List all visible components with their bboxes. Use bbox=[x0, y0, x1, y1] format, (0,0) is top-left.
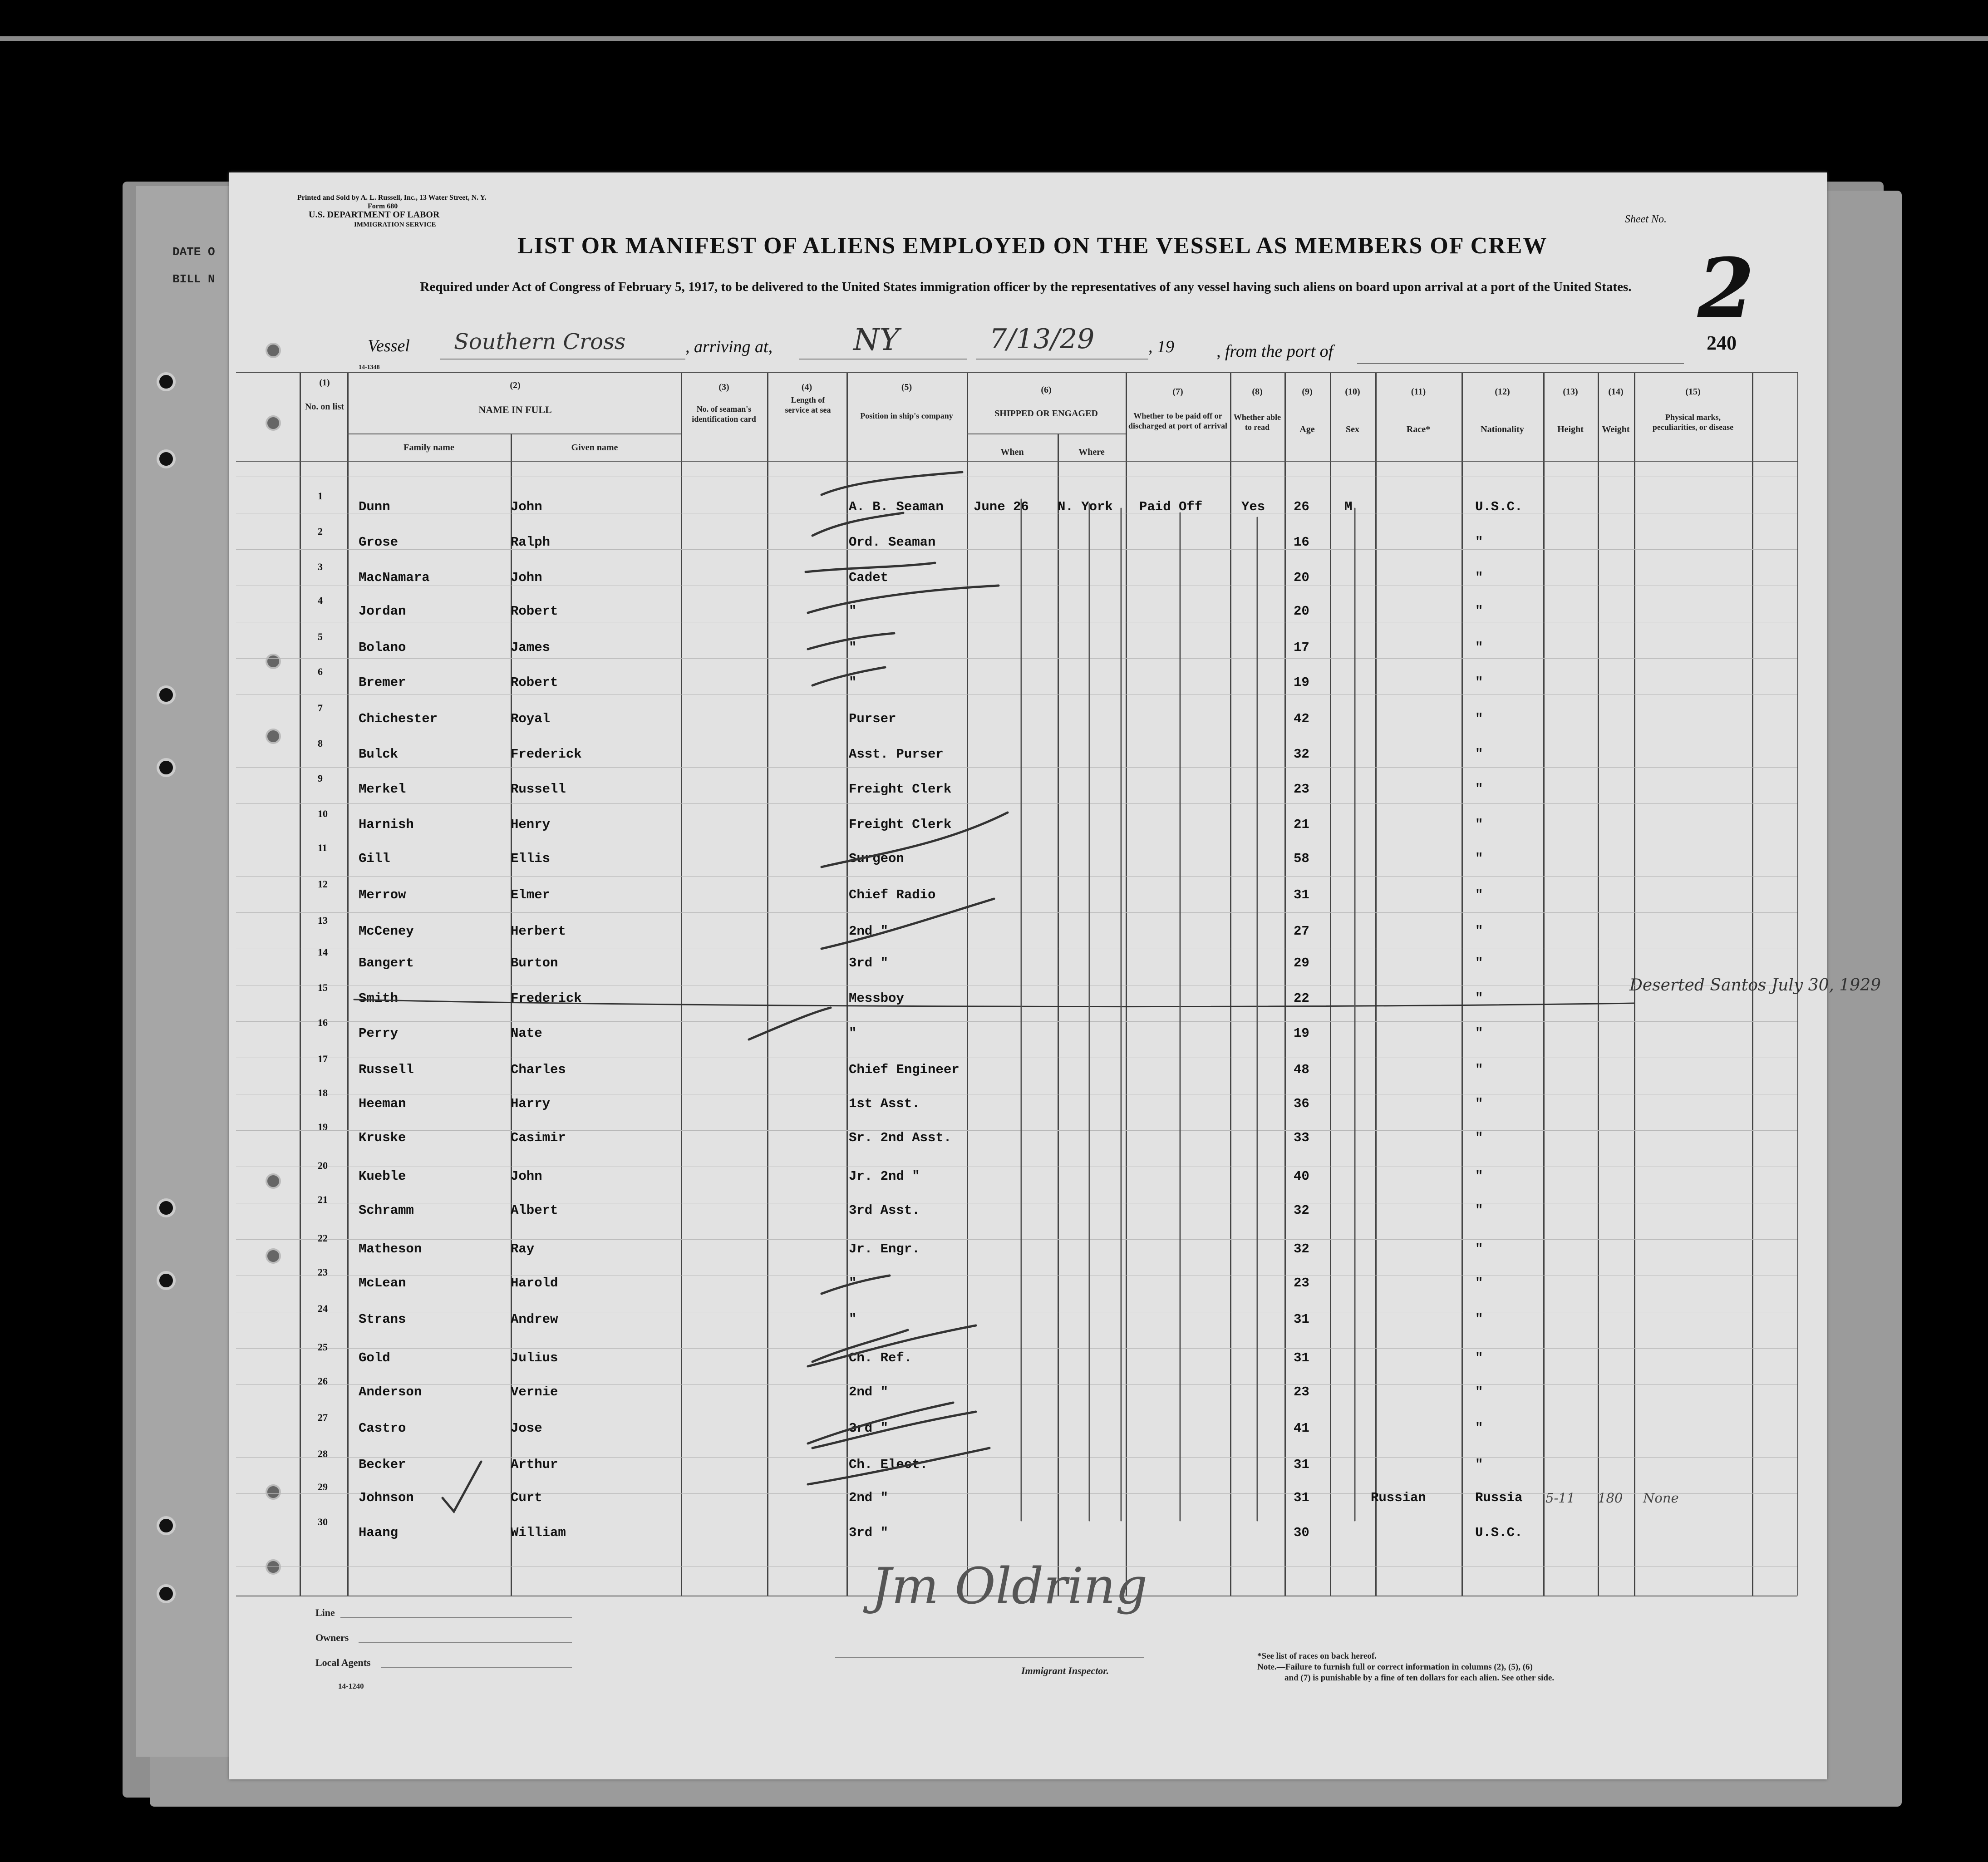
cell-position: Jr. 2nd " bbox=[849, 1169, 920, 1184]
cell-nationality: " bbox=[1475, 1384, 1483, 1399]
col3-header: No. of seaman's identification card bbox=[692, 404, 756, 424]
col12-number: (12) bbox=[1495, 387, 1510, 397]
cell-row-number: 19 bbox=[318, 1121, 328, 1133]
cell-nationality: " bbox=[1475, 570, 1483, 585]
cell-given-name: Arthur bbox=[511, 1457, 558, 1472]
cell-family-name: Chichester bbox=[359, 711, 438, 726]
col11-header: Race* bbox=[1406, 424, 1431, 434]
cell-family-name: Heeman bbox=[359, 1096, 406, 1111]
cell-nationality: " bbox=[1475, 817, 1483, 832]
cell-nationality: " bbox=[1475, 675, 1483, 690]
strike-through-line bbox=[354, 1000, 1634, 1007]
cell-nationality: " bbox=[1475, 711, 1483, 726]
sheet-no-label: Sheet No. bbox=[1625, 213, 1667, 225]
cell-age: 41 bbox=[1294, 1421, 1309, 1436]
cell-position: 1st Asst. bbox=[849, 1096, 920, 1111]
ditto-column-line bbox=[1021, 499, 1355, 1521]
cell-row-number: 26 bbox=[318, 1375, 328, 1387]
owners-label: Owners bbox=[315, 1632, 349, 1643]
cell-nationality: " bbox=[1475, 887, 1483, 902]
cell-row-number: 3 bbox=[318, 561, 323, 572]
cell-position: " bbox=[849, 675, 857, 690]
page-title: LIST OR MANIFEST OF ALIENS EMPLOYED ON THE VESSEL AS MEMBERS OF CREW bbox=[517, 233, 1548, 259]
col14-number: (14) bbox=[1608, 387, 1624, 397]
cell-family-name: Strans bbox=[359, 1312, 406, 1327]
cell-family-name: Russell bbox=[359, 1062, 414, 1077]
cell-row-number: 4 bbox=[318, 595, 323, 606]
cell-row-number: 9 bbox=[318, 773, 323, 784]
col9-header: Age bbox=[1299, 424, 1315, 434]
cell-row-number: 5 bbox=[318, 631, 323, 642]
cell-family-name: McLean bbox=[359, 1276, 406, 1291]
check-mark-icon bbox=[822, 1276, 890, 1294]
cell-row-number: 15 bbox=[318, 982, 328, 993]
cell-family-name: Bolano bbox=[359, 640, 406, 655]
cell-nationality: " bbox=[1475, 1169, 1483, 1184]
page-subtitle: Required under Act of Congress of February 5, 1917, to be delivered to the United States immigration officer by the representatives of any vessel having such aliens on board upon arrival at a port of the United States. bbox=[420, 280, 1632, 294]
page-number: 240 bbox=[1707, 332, 1737, 354]
cell-family-name: Bulck bbox=[359, 747, 399, 762]
cell-family-name: Gill bbox=[359, 851, 390, 866]
cell-nationality: " bbox=[1475, 1241, 1483, 1256]
cell-shipped-where: N. York bbox=[1058, 499, 1113, 514]
cell-nationality: " bbox=[1475, 1276, 1483, 1291]
cell-family-name: Bangert bbox=[359, 956, 414, 970]
cell-position: Asst. Purser bbox=[849, 747, 944, 762]
fine-note-2: and (7) is punishable by a fine of ten dollars for each alien. See other side. bbox=[1284, 1673, 1555, 1683]
check-mark-icon bbox=[808, 1403, 953, 1443]
cell-row-number: 12 bbox=[318, 878, 328, 890]
cell-paid-off: Paid Off bbox=[1139, 499, 1203, 514]
cell-given-name: Royal bbox=[511, 711, 551, 726]
cell-family-name: MacNamara bbox=[359, 570, 430, 585]
cell-nationality: " bbox=[1475, 1203, 1483, 1218]
strip-date-label: DATE O bbox=[172, 245, 215, 259]
cell-given-name: Ray bbox=[511, 1241, 535, 1256]
inspector-label: Immigrant Inspector. bbox=[1021, 1665, 1109, 1676]
check-mark-icon bbox=[822, 899, 994, 949]
col8-header: Whether able to read bbox=[1233, 413, 1281, 432]
cell-age: 19 bbox=[1294, 1026, 1309, 1041]
form-code-top: 14-1348 bbox=[359, 364, 380, 371]
col1-number: (1) bbox=[319, 378, 330, 388]
cell-position: 3rd " bbox=[849, 1421, 889, 1436]
check-mark-icon bbox=[808, 633, 894, 649]
cell-age: 58 bbox=[1294, 851, 1309, 866]
cell-position: Jr. Engr. bbox=[849, 1241, 920, 1256]
cell-nationality: " bbox=[1475, 1062, 1483, 1077]
cell-given-name: Ellis bbox=[511, 851, 551, 866]
cell-family-name: Merkel bbox=[359, 782, 406, 797]
cell-nationality: " bbox=[1475, 1096, 1483, 1111]
col10-header: Sex bbox=[1346, 424, 1359, 434]
cell-given-name: Robert bbox=[511, 604, 558, 619]
cell-age: 23 bbox=[1294, 1384, 1309, 1399]
arriving-port: NY bbox=[853, 322, 900, 357]
cell-able-to-read: Yes bbox=[1241, 499, 1265, 514]
cell-age: 33 bbox=[1294, 1130, 1309, 1145]
cell-row-number: 7 bbox=[318, 702, 323, 714]
cell-age: 48 bbox=[1294, 1062, 1309, 1077]
cell-row-number: 24 bbox=[318, 1303, 328, 1314]
cell-nationality: Russia bbox=[1475, 1490, 1523, 1505]
cell-given-name: Frederick bbox=[511, 991, 582, 1006]
col12-header: Nationality bbox=[1481, 424, 1524, 434]
cell-row-number: 11 bbox=[318, 842, 327, 853]
cell-position: Freight Clerk bbox=[849, 782, 952, 797]
cell-row-number: 2 bbox=[318, 526, 323, 537]
agents-underline bbox=[381, 1667, 572, 1668]
cell-race: Russian bbox=[1371, 1490, 1426, 1505]
cell-age: 16 bbox=[1294, 535, 1309, 550]
col2-number: (2) bbox=[510, 380, 521, 390]
cell-position: " bbox=[849, 1276, 857, 1291]
col8-number: (8) bbox=[1252, 387, 1263, 397]
col15-header: Physical marks, peculiarities, or disease bbox=[1652, 413, 1734, 432]
cell-position: 2nd " bbox=[849, 924, 889, 939]
col6-header: SHIPPED OR ENGAGED bbox=[994, 409, 1098, 419]
cell-nationality: " bbox=[1475, 1026, 1483, 1041]
cell-family-name: Jordan bbox=[359, 604, 406, 619]
col1-header: No. on list bbox=[305, 402, 344, 412]
cell-row-number: 1 bbox=[318, 490, 323, 502]
cell-nationality: " bbox=[1475, 991, 1483, 1006]
cell-family-name: Kruske bbox=[359, 1130, 406, 1145]
form-code: 14-1240 bbox=[338, 1682, 364, 1690]
cell-nationality: " bbox=[1475, 604, 1483, 619]
fine-note-1: Note.—Failure to furnish full or correct information in columns (2), (5), (6) bbox=[1257, 1662, 1533, 1672]
col13-header: Height bbox=[1557, 424, 1584, 434]
cell-row-number: 23 bbox=[318, 1266, 328, 1278]
sheet-number: 2 bbox=[1698, 241, 1755, 336]
cell-row-number: 27 bbox=[318, 1412, 328, 1423]
cell-row-number: 18 bbox=[318, 1087, 328, 1098]
cell-given-name: Robert bbox=[511, 675, 558, 690]
cell-family-name: Schramm bbox=[359, 1203, 414, 1218]
cell-position: 3rd " bbox=[849, 1525, 889, 1540]
check-mark-icon bbox=[822, 472, 962, 495]
cell-family-name: Matheson bbox=[359, 1241, 422, 1256]
cell-given-name: Vernie bbox=[511, 1384, 558, 1399]
col5-number: (5) bbox=[901, 382, 912, 392]
col11-number: (11) bbox=[1411, 387, 1426, 397]
year-label: , 19 bbox=[1148, 337, 1174, 356]
cell-position: Chief Engineer bbox=[849, 1062, 960, 1077]
col14-header: Weight bbox=[1602, 424, 1630, 434]
cell-nationality: " bbox=[1475, 747, 1483, 762]
cell-given-name: Andrew bbox=[511, 1312, 558, 1327]
cell-row-number: 22 bbox=[318, 1232, 328, 1244]
check-mark-icon bbox=[808, 586, 999, 613]
col9-number: (9) bbox=[1302, 387, 1313, 397]
inspector-signature: Jm Oldring bbox=[871, 1557, 1148, 1615]
cell-nationality: " bbox=[1475, 782, 1483, 797]
cell-sex: M bbox=[1344, 499, 1353, 514]
check-mark-icon bbox=[808, 1325, 976, 1366]
cell-age: 27 bbox=[1294, 924, 1309, 939]
printer-line: Printed and Sold by A. L. Russell, Inc., 13 Water Street, N. Y. bbox=[297, 194, 487, 202]
cell-weight: 180 bbox=[1598, 1490, 1623, 1506]
cell-age: 30 bbox=[1294, 1525, 1309, 1540]
cell-nationality: " bbox=[1475, 1130, 1483, 1145]
col6-when-header: When bbox=[1000, 447, 1024, 457]
cell-nationality: U.S.C. bbox=[1475, 1525, 1523, 1540]
cell-given-name: James bbox=[511, 640, 551, 655]
cell-nationality: " bbox=[1475, 640, 1483, 655]
cell-nationality: " bbox=[1475, 1350, 1483, 1365]
cell-age: 42 bbox=[1294, 711, 1309, 726]
line-underline bbox=[340, 1617, 572, 1618]
cell-age: 32 bbox=[1294, 1241, 1309, 1256]
cell-row-number: 8 bbox=[318, 738, 323, 749]
cell-given-name: Burton bbox=[511, 956, 558, 970]
col6-number: (6) bbox=[1041, 385, 1052, 395]
line-label: Line bbox=[315, 1607, 335, 1618]
cell-family-name: Castro bbox=[359, 1421, 406, 1436]
cell-age: 20 bbox=[1294, 570, 1309, 585]
cell-position: Ch. Elect. bbox=[849, 1457, 928, 1472]
cell-given-name: Casimir bbox=[511, 1130, 566, 1145]
cell-age: 17 bbox=[1294, 640, 1309, 655]
cell-row-number: 21 bbox=[318, 1194, 328, 1205]
cell-age: 32 bbox=[1294, 1203, 1309, 1218]
cell-given-name: Nate bbox=[511, 1026, 542, 1041]
cell-family-name: Harnish bbox=[359, 817, 414, 832]
cell-given-name: Elmer bbox=[511, 887, 551, 902]
cell-position: 3rd " bbox=[849, 956, 889, 970]
cell-physical-marks: None bbox=[1643, 1490, 1679, 1506]
check-mark-icon bbox=[822, 813, 1008, 867]
cell-row-number: 16 bbox=[318, 1017, 328, 1028]
cell-position: Chief Radio bbox=[849, 887, 936, 902]
cell-age: 21 bbox=[1294, 817, 1309, 832]
cell-row-number: 6 bbox=[318, 666, 323, 677]
cell-age: 36 bbox=[1294, 1096, 1309, 1111]
desertion-note: Deserted Santos July 30, 1929 bbox=[1629, 976, 1881, 995]
check-mark-icon bbox=[812, 667, 885, 685]
from-port-label: , from the port of bbox=[1216, 342, 1334, 361]
cell-given-name: Jose bbox=[511, 1421, 542, 1436]
cell-family-name: Kueble bbox=[359, 1169, 406, 1184]
cell-age: 31 bbox=[1294, 1457, 1309, 1472]
cell-position: A. B. Seaman bbox=[849, 499, 944, 514]
cell-nationality: " bbox=[1475, 851, 1483, 866]
cell-family-name: Perry bbox=[359, 1026, 399, 1041]
check-mark-icon bbox=[443, 1462, 481, 1512]
cell-row-number: 20 bbox=[318, 1160, 328, 1171]
cell-position: Ch. Ref. bbox=[849, 1350, 912, 1365]
cell-given-name: John bbox=[511, 570, 542, 585]
cell-position: Freight Clerk bbox=[849, 817, 952, 832]
cell-nationality: " bbox=[1475, 956, 1483, 970]
cell-age: 31 bbox=[1294, 1312, 1309, 1327]
cell-row-number: 17 bbox=[318, 1053, 328, 1064]
cell-height: 5-11 bbox=[1545, 1490, 1575, 1506]
cell-position: Ord. Seaman bbox=[849, 535, 936, 550]
cell-row-number: 10 bbox=[318, 808, 328, 819]
cell-age: 22 bbox=[1294, 991, 1309, 1006]
cell-row-number: 25 bbox=[318, 1341, 328, 1353]
cell-nationality: " bbox=[1475, 1457, 1483, 1472]
cell-family-name: Smith bbox=[359, 991, 399, 1006]
cell-given-name: Charles bbox=[511, 1062, 566, 1077]
cell-age: 23 bbox=[1294, 1276, 1309, 1291]
cell-family-name: Dunn bbox=[359, 499, 390, 514]
department-label: U.S. DEPARTMENT OF LABOR bbox=[309, 210, 440, 220]
cell-family-name: Johnson bbox=[359, 1490, 414, 1505]
col6-where-header: Where bbox=[1078, 447, 1105, 457]
cell-family-name: Grose bbox=[359, 535, 399, 550]
col3-number: (3) bbox=[718, 382, 729, 392]
check-mark-icon bbox=[808, 1448, 989, 1484]
col10-number: (10) bbox=[1345, 387, 1360, 397]
check-mark-icon bbox=[812, 513, 903, 536]
cell-age: 26 bbox=[1294, 499, 1309, 514]
arrival-date: 7/13/29 bbox=[989, 323, 1095, 355]
col2-given-header: Given name bbox=[571, 443, 618, 453]
cell-family-name: Becker bbox=[359, 1457, 406, 1472]
cell-position: " bbox=[849, 1026, 857, 1041]
col4-number: (4) bbox=[801, 382, 812, 392]
cell-given-name: Frederick bbox=[511, 747, 582, 762]
cell-given-name: Julius bbox=[511, 1350, 558, 1365]
cell-family-name: Gold bbox=[359, 1350, 390, 1365]
col13-number: (13) bbox=[1563, 387, 1578, 397]
cell-position: Cadet bbox=[849, 570, 889, 585]
cell-row-number: 30 bbox=[318, 1516, 328, 1527]
cell-age: 20 bbox=[1294, 604, 1309, 619]
cell-age: 23 bbox=[1294, 782, 1309, 797]
cell-age: 40 bbox=[1294, 1169, 1309, 1184]
local-agents-label: Local Agents bbox=[315, 1657, 371, 1668]
cell-family-name: Merrow bbox=[359, 887, 406, 902]
cell-position: 2nd " bbox=[849, 1384, 889, 1399]
col4-header: Length of service at sea bbox=[785, 395, 831, 414]
cell-given-name: Curt bbox=[511, 1490, 542, 1505]
cell-given-name: Henry bbox=[511, 817, 551, 832]
cell-given-name: John bbox=[511, 1169, 542, 1184]
cell-age: 31 bbox=[1294, 1350, 1309, 1365]
vessel-label: Vessel bbox=[368, 336, 410, 355]
cell-age: 31 bbox=[1294, 1490, 1309, 1505]
check-mark-icon bbox=[812, 1330, 908, 1362]
col15-number: (15) bbox=[1685, 387, 1701, 397]
cell-row-number: 29 bbox=[318, 1481, 328, 1493]
cell-position: Purser bbox=[849, 711, 896, 726]
cell-given-name: John bbox=[511, 499, 542, 514]
cell-age: 32 bbox=[1294, 747, 1309, 762]
cell-given-name: Harry bbox=[511, 1096, 551, 1111]
form-number: Form 680 bbox=[368, 202, 398, 210]
cell-family-name: Bremer bbox=[359, 675, 406, 690]
cell-position: " bbox=[849, 640, 857, 655]
cell-position: 3rd Asst. bbox=[849, 1203, 920, 1218]
service-label: IMMIGRATION SERVICE bbox=[354, 221, 436, 228]
cell-family-name: Anderson bbox=[359, 1384, 422, 1399]
cell-given-name: Russell bbox=[511, 782, 566, 797]
check-mark-icon bbox=[749, 1008, 831, 1039]
cell-given-name: Albert bbox=[511, 1203, 558, 1218]
cell-given-name: William bbox=[511, 1525, 566, 1540]
cell-given-name: Ralph bbox=[511, 535, 551, 550]
cell-age: 19 bbox=[1294, 675, 1309, 690]
cell-age: 31 bbox=[1294, 887, 1309, 902]
cell-nationality: " bbox=[1475, 1312, 1483, 1327]
col2-header: NAME IN FULL bbox=[478, 404, 552, 415]
cell-position: Messboy bbox=[849, 991, 904, 1006]
cell-nationality: " bbox=[1475, 1421, 1483, 1436]
col5-header: Position in ship's company bbox=[860, 411, 953, 420]
cell-shipped-when: June 26 bbox=[974, 499, 1029, 514]
cell-nationality: " bbox=[1475, 924, 1483, 939]
check-mark-icon bbox=[806, 563, 935, 572]
col7-number: (7) bbox=[1172, 387, 1183, 397]
cell-position: Sr. 2nd Asst. bbox=[849, 1130, 952, 1145]
arriving-label: , arriving at, bbox=[685, 337, 773, 356]
cell-age: 29 bbox=[1294, 956, 1309, 970]
col7-header: Whether to be paid off or discharged at port of arrival bbox=[1128, 411, 1227, 430]
inspector-signature-line bbox=[835, 1657, 1144, 1658]
cell-nationality: " bbox=[1475, 535, 1483, 550]
vessel-name: Southern Cross bbox=[454, 329, 626, 355]
cell-position: 2nd " bbox=[849, 1490, 889, 1505]
owners-underline bbox=[359, 1642, 572, 1643]
race-note: *See list of races on back hereof. bbox=[1257, 1651, 1377, 1661]
cell-row-number: 13 bbox=[318, 915, 328, 926]
cell-given-name: Harold bbox=[511, 1276, 558, 1291]
col2-family-header: Family name bbox=[404, 443, 454, 453]
cell-row-number: 14 bbox=[318, 946, 328, 958]
cell-row-number: 28 bbox=[318, 1448, 328, 1459]
cell-family-name: Haang bbox=[359, 1525, 399, 1540]
cell-position: " bbox=[849, 1312, 857, 1327]
cell-nationality: U.S.C. bbox=[1475, 499, 1523, 514]
cell-position: Surgeon bbox=[849, 851, 904, 866]
cell-position: " bbox=[849, 604, 857, 619]
strip-bill-label: BILL N bbox=[172, 272, 215, 286]
cell-family-name: McCeney bbox=[359, 924, 414, 939]
cell-given-name: Herbert bbox=[511, 924, 566, 939]
